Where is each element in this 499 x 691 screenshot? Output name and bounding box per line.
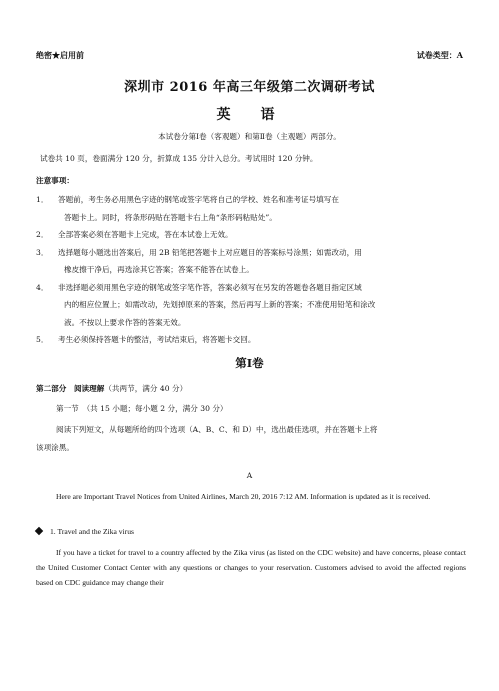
note-text-cont: 橡皮擦干净后，再选涂其它答案；答案不能答在试卷上。 (64, 265, 254, 274)
note-number: 4． (36, 282, 49, 292)
passage-item-title: 1. Travel and the Zika virus (50, 527, 134, 536)
note-item (36, 226, 466, 244)
part-label: 第二部分 阅读理解 (36, 384, 105, 393)
note-item (36, 191, 466, 226)
instructions-line-1: 阅读下列短文，从每题所给的四个选项（A、B、C、和 D）中，选出最佳选项，并在答题卡上将 (56, 425, 378, 434)
part-detail: （共两节，满分 40 分） (104, 384, 188, 393)
note-text-cont: 答题卡上。同时，将条形码贴在答题卡右上角“条形码粘贴处”。 (64, 212, 277, 222)
note-text-cont: 液。不按以上要求作答的答案无效。 (64, 317, 186, 327)
note-item (36, 244, 466, 279)
notes-list (36, 191, 466, 349)
subsection-heading: 第一节 （共 15 小题；每小题 2 分，满分 30 分） (56, 404, 228, 413)
intro-line-1: 本试卷分第Ⅰ卷（客观题）和第Ⅱ卷（主观题）两部分。 (158, 132, 341, 141)
section-title: 第Ⅰ卷 (235, 356, 264, 370)
note-text: 非选择题必须用黑色字迹的钢笔或签字笔作答，答案必须写在另发的答题卷各题目指定区域 (58, 282, 362, 292)
part-heading (36, 383, 187, 394)
note-number: 5． (36, 335, 49, 344)
intro-line-2: 试卷共 10 页，卷面满分 120 分，折算成 135 分计入总分。考试用时 120 分钟。 (40, 154, 318, 163)
diamond-bullet-icon (35, 527, 43, 535)
note-text-cont: 内的相应位置上；如需改动，先划掉原来的答案，然后再写上新的答案；不准使用铅笔和涂改 (64, 300, 376, 309)
passage-item (36, 526, 134, 538)
note-text: 考生必须保持答题卡的整洁，考试结束后，将答题卡交回。 (58, 335, 256, 344)
paper-type: 试卷类型：A (416, 50, 463, 60)
confidential-mark: 绝密★启用前 (36, 50, 84, 60)
instructions-line-2: 该项涂黑。 (36, 443, 74, 452)
passage-label: A (246, 471, 253, 480)
note-number: 2． (36, 230, 49, 239)
note-item (36, 279, 466, 332)
subject-title: 英 语 (216, 107, 283, 123)
note-number: 1． (36, 195, 49, 204)
note-text: 答题前，考生务必用黑色字迹的钢笔或签字笔将自己的学校、姓名和准考证号填写在 (58, 195, 339, 204)
passage-intro: Here are Important Travel Notices from United Airlines, March 20, 2016 7:12 AM. Information is updated as it is received. (56, 492, 431, 501)
note-item (36, 331, 466, 349)
notes-heading: 注意事项： (36, 176, 74, 185)
note-text: 选择题每小题选出答案后，用 2B 铅笔把答题卡上对应题目的答案标号涂黑；如需改动，用 (58, 247, 362, 257)
header-row (36, 50, 463, 64)
passage-body: If you have a ticket for travel to a country affected by the Zika virus (as listed on the CDC website) and have concerns, please contact the United Customer Contact Center with any questions or changes to your reservation. Customers advised to avoid the affected regions based on CDC guidance may change their (36, 548, 466, 587)
note-number: 3． (36, 247, 49, 257)
note-text: 全部答案必须在答题卡上完成，答在本试卷上无效。 (58, 230, 233, 239)
exam-title: 深圳市 2016 年高三年级第二次调研考试 (124, 80, 375, 95)
